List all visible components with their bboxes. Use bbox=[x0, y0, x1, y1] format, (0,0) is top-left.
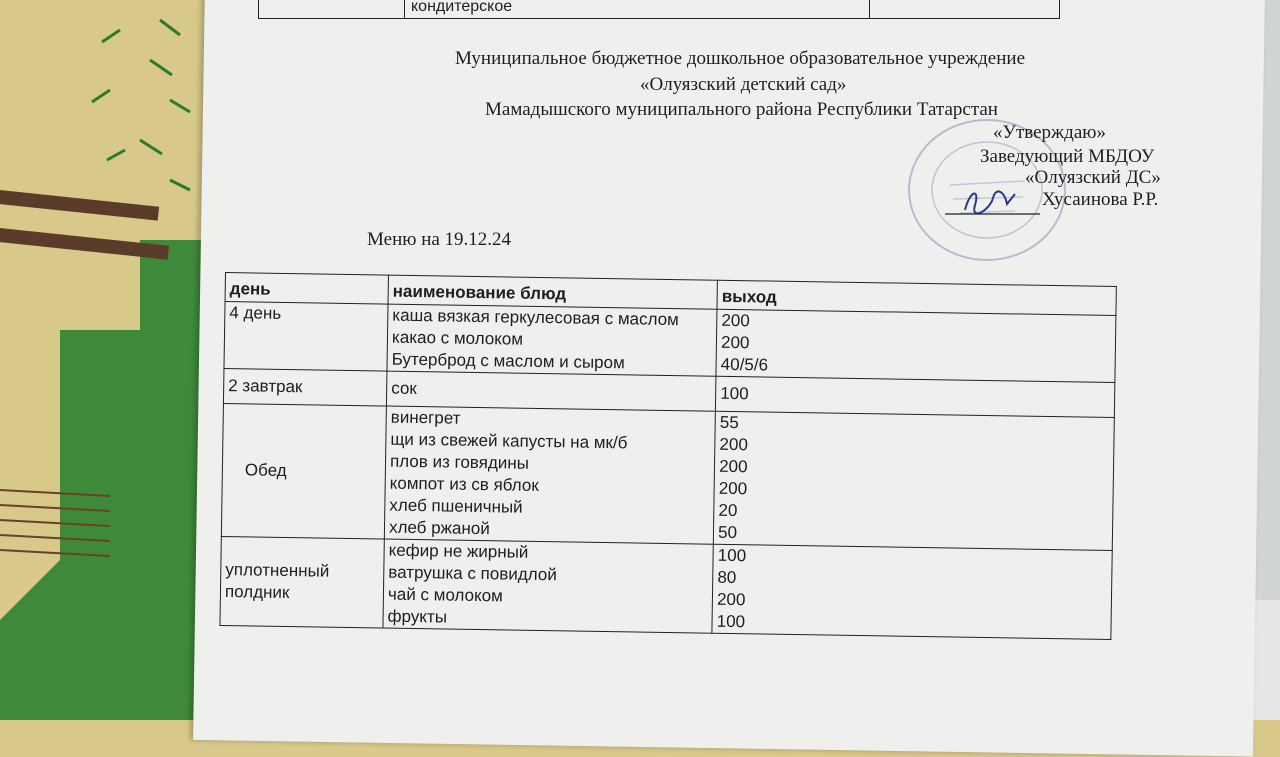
dish-output: 200 bbox=[719, 434, 749, 455]
dish-output: 200 bbox=[718, 478, 748, 499]
dish-output: 100 bbox=[717, 545, 747, 566]
dish-name: хлеб ржаной bbox=[388, 517, 490, 539]
day-cell bbox=[221, 403, 386, 539]
header-output: выход bbox=[717, 280, 1116, 315]
signature-icon bbox=[945, 180, 1045, 220]
dish-name: плов из говядины bbox=[389, 451, 530, 473]
kindergarten-name: «Олуязский детский сад» bbox=[640, 74, 847, 95]
dish-output: 200 bbox=[721, 310, 750, 331]
fragment-text: кондитерское bbox=[411, 0, 513, 15]
dish-name: фрукты bbox=[387, 606, 448, 627]
dish-name: сок bbox=[391, 378, 417, 399]
approval-signatory: Хусаинова Р.Р. bbox=[1042, 189, 1159, 210]
dish-output: 50 bbox=[717, 522, 738, 543]
table-divider bbox=[869, 0, 870, 18]
dish-name: щи из свежей капусты на мк/б bbox=[390, 429, 628, 453]
dish-output: 100 bbox=[716, 611, 746, 632]
menu-title: Меню на 19.12.24 bbox=[367, 229, 512, 250]
dish-name: ватрушка с повидлой bbox=[388, 562, 557, 585]
dish-name: Бутерброд с маслом и сыром bbox=[391, 349, 625, 373]
table-row bbox=[220, 536, 1112, 639]
output-cell bbox=[713, 411, 1114, 550]
district-name: Мамадышского муниципального района Республики Татарстан bbox=[485, 99, 998, 120]
dish-name: каша вязкая геркулесовая с маслом bbox=[392, 305, 679, 330]
day-cell bbox=[223, 368, 387, 406]
previous-table-fragment bbox=[258, 0, 1060, 19]
day-label: 2 завтрак bbox=[228, 376, 303, 397]
institution-name: Муниципальное бюджетное дошкольное образовательное учреждение bbox=[455, 48, 1025, 69]
dish-output: 100 bbox=[720, 383, 749, 404]
day-label: Обед bbox=[244, 460, 287, 480]
dish-output: 40/5/6 bbox=[720, 354, 769, 375]
dish-cell bbox=[383, 539, 713, 633]
dish-name: какао с молоком bbox=[391, 327, 524, 349]
dish-output: 200 bbox=[716, 589, 746, 610]
dish-output: 200 bbox=[719, 456, 748, 477]
header-day: день bbox=[225, 273, 388, 305]
approval-position: Заведующий МБДОУ bbox=[980, 146, 1155, 167]
dish-cell bbox=[386, 371, 716, 411]
approval-title: «Утверждаю» bbox=[993, 122, 1106, 143]
dish-output: 200 bbox=[720, 332, 750, 353]
day-cell bbox=[224, 302, 388, 372]
table-row bbox=[221, 403, 1114, 550]
dish-output: 55 bbox=[719, 412, 739, 433]
dish-cell bbox=[384, 406, 715, 544]
table-divider bbox=[404, 0, 405, 18]
dish-name: чай с молоком bbox=[387, 584, 503, 606]
dish-output: 80 bbox=[717, 567, 737, 588]
output-cell bbox=[716, 309, 1116, 382]
dish-name: винегрет bbox=[390, 407, 461, 428]
dish-name: хлеб пшеничный bbox=[389, 495, 523, 517]
dish-output: 20 bbox=[718, 500, 738, 521]
header-dish: наименование блюд bbox=[388, 275, 718, 309]
dish-cell bbox=[387, 304, 717, 376]
menu-table bbox=[219, 272, 1116, 640]
day-label: уплотненный полдник bbox=[224, 560, 330, 603]
dish-name: кефир не жирный bbox=[388, 540, 529, 562]
day-cell bbox=[220, 536, 384, 628]
output-cell bbox=[712, 544, 1112, 639]
approval-organization: «Олуязский ДС» bbox=[1025, 167, 1161, 188]
day-label: 4 день bbox=[229, 303, 282, 323]
dish-name: компот из св яблок bbox=[389, 473, 539, 495]
